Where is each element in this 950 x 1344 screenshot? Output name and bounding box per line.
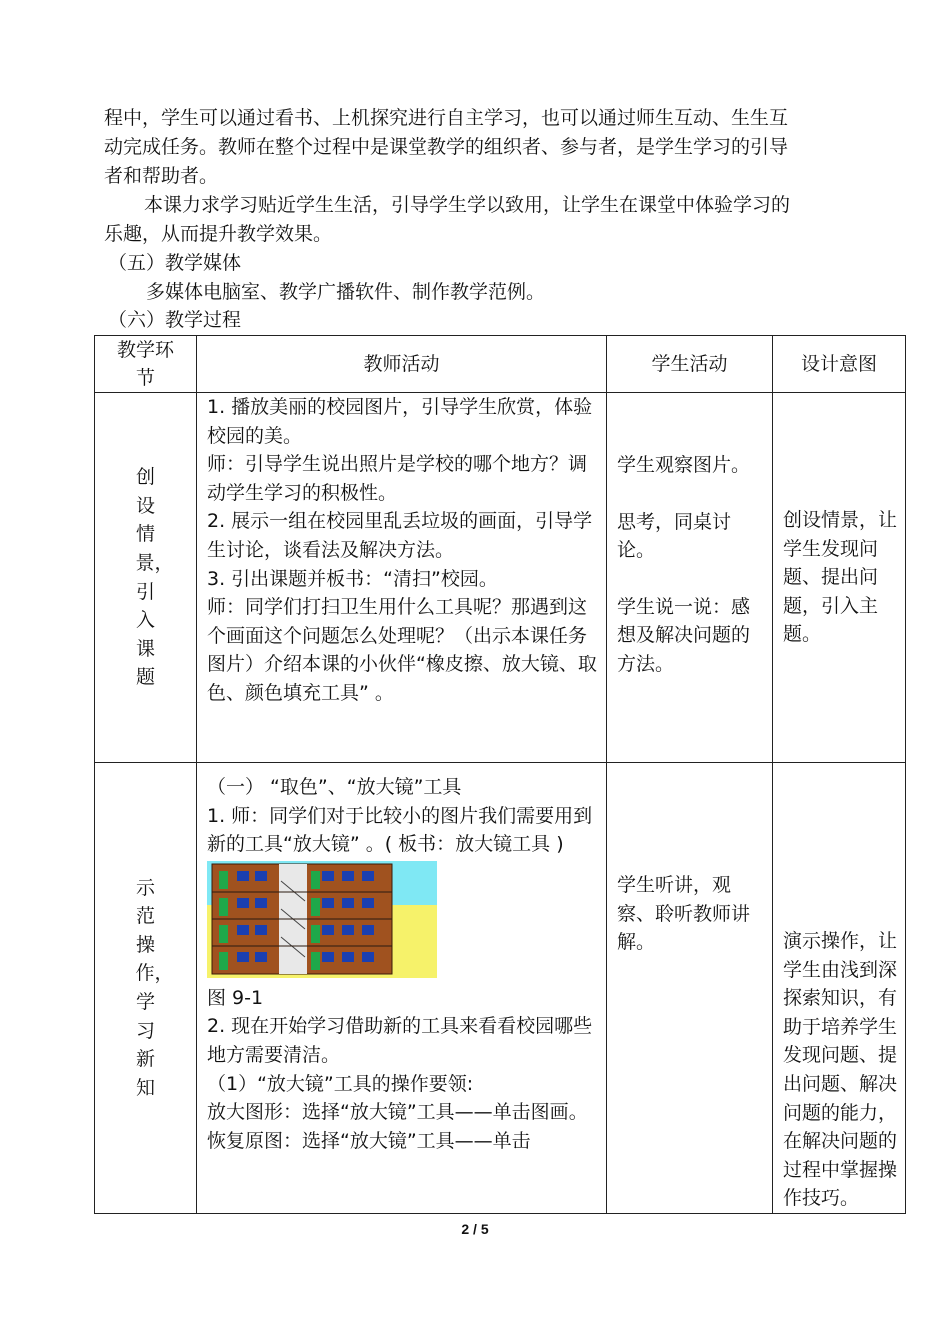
design-intent-text: 创设情景，让学生发现问题、提出问题，引入主题。 [783, 509, 898, 646]
teacher-line: （1）“放大镜”工具的操作要领: [207, 1072, 474, 1095]
intro-paragraph-1: 程中，学生可以通过看书、上机探究进行自主学习，也可以通过师生互动、生生互动完成任务。教师在整个过程中是课堂教学的组织者、参与者，是学生学习的引导者和帮助者。 [104, 107, 789, 187]
stage-label: 示范操作，学习新知 [135, 876, 174, 1099]
figure-caption: 图 9-1 [207, 986, 264, 1009]
stage-label: 创设情景，引入课题 [135, 466, 174, 689]
teacher-activity-cell [197, 763, 607, 1214]
design-intent-cell [773, 763, 906, 1214]
table-row [95, 763, 906, 1214]
teacher-line: （一） “取色”、“放大镜”工具 [207, 776, 462, 798]
teacher-line: 1. 师：同学们对于比较小的图片我们需要用到新的工具“放大镜” 。( 板书：放大镜工具 ) [207, 804, 593, 856]
design-intent-cell [773, 393, 906, 763]
intro-paragraph-2: 本课力求学习贴近学生生活，引导学生学以致用，让学生在课堂中体验学习的乐趣，从而提升教学效果。 [104, 194, 791, 245]
teacher-line: 师：引导学生说出照片是学校的哪个地方？调动学生学习的积极性。 [207, 453, 588, 504]
student-activity-cell [607, 763, 773, 1214]
student-activity-cell [607, 393, 773, 763]
teacher-line: 2. 展示一组在校园里乱丢垃圾的画面，引导学生讨论，谈看法及解决方法。 [207, 510, 593, 561]
header-stage: 教学环节 [95, 336, 197, 393]
teacher-line: 师：同学们打扫卫生用什么工具呢？那遇到这个画面这个问题怎么处理呢？（出示本课任务图片）介绍本课的小伙伴“橡皮擦、放大镜、取色、颜色填充工具” 。 [207, 596, 597, 704]
stage-cell [95, 763, 197, 1214]
teaching-process-table [94, 335, 906, 1214]
table-header-row [95, 336, 906, 393]
teacher-line: 3. 引出课题并板书：“清扫”校园。 [207, 567, 498, 590]
header-teacher: 教师活动 [197, 336, 607, 393]
student-line: 学生观察图片。 [617, 454, 751, 476]
table-row [95, 393, 906, 763]
section-6-heading: （六）教学过程 [108, 309, 242, 331]
header-student: 学生活动 [607, 336, 773, 393]
student-line: 思考，同桌讨论。 [617, 510, 732, 562]
student-line: 学生听讲，观察、聆听教师讲解。 [617, 874, 751, 954]
section-5-heading: （五）教学媒体 [108, 252, 242, 274]
section-5-text: 多媒体电脑室、教学广播软件、制作教学范例。 [146, 281, 546, 303]
header-intent: 设计意图 [773, 336, 906, 393]
teacher-line: 1. 播放美丽的校园图片，引导学生欣赏，体验校园的美。 [207, 396, 593, 447]
student-line: 学生说一说：感想及解决问题的方法。 [617, 595, 751, 675]
teacher-line: 恢复原图：选择“放大镜”工具——单击 [207, 1129, 531, 1152]
teacher-line: 2. 现在开始学习借助新的工具来看看校园哪些地方需要清洁。 [207, 1015, 593, 1066]
teacher-line: 放大图形：选择“放大镜”工具——单击图画。 [207, 1101, 588, 1124]
design-intent-text: 演示操作，让学生由浅到深探索知识，有助于培养学生发现问题、提出问题、解决问题的能力，在解决问题的过程中掌握操作技巧。 [783, 930, 898, 1210]
teacher-activity-cell [197, 393, 607, 763]
stage-cell [95, 393, 197, 763]
building-illustration [207, 861, 437, 978]
page-number: 2 / 5 [461, 1221, 489, 1237]
